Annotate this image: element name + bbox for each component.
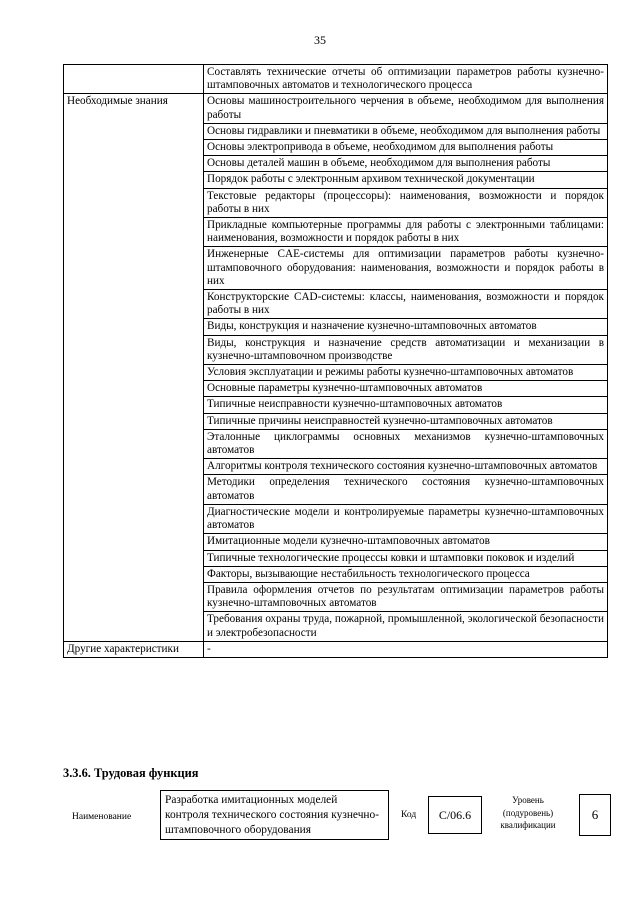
requirements-table bbox=[63, 64, 608, 658]
page-number: 35 bbox=[314, 33, 326, 47]
knowledge-item: Диагностические модели и контролируемые параметры кузнечно-штамповочных автоматов bbox=[204, 504, 608, 533]
row-label-other: Другие характеристики bbox=[64, 641, 204, 657]
knowledge-item: Условия эксплуатации и режимы работы кузнечно-штамповочных автоматов bbox=[204, 365, 608, 381]
knowledge-item: Основы гидравлики и пневматики в объеме, необходимом для выполнения работы bbox=[204, 123, 608, 139]
knowledge-item: Виды, конструкция и назначение средств автоматизации и механизации в кузнечно-штамповочном производстве bbox=[204, 335, 608, 364]
knowledge-item: Типичные технологические процессы ковки и штамповки поковок и изделий bbox=[204, 550, 608, 566]
labor-function-header bbox=[0, 790, 640, 850]
knowledge-item: Прикладные компьютерные программы для работы с электронными таблицами: наименования, возможности и порядок работы в них bbox=[204, 218, 608, 247]
knowledge-item: Типичные причины неисправностей кузнечно-штамповочных автоматов bbox=[204, 413, 608, 429]
knowledge-item: Правила оформления отчетов по результатам оптимизации параметров работы кузнечно-штамповочных автоматов bbox=[204, 582, 608, 611]
knowledge-item: Инженерные CAE-системы для оптимизации параметров работы кузнечно-штамповочного оборудования: наименования, возможности и порядок работы в них bbox=[204, 247, 608, 290]
row-label-knowledge: Необходимые знания bbox=[64, 94, 204, 641]
knowledge-item: Эталонные циклограммы основных механизмов кузнечно-штамповочных автоматов bbox=[204, 429, 608, 458]
knowledge-item: Виды, конструкция и назначение кузнечно-штамповочных автоматов bbox=[204, 319, 608, 335]
knowledge-item: Требования охраны труда, пожарной, промышленной, экологической безопасности и электробезопасности bbox=[204, 612, 608, 641]
section-title: 3.3.6. Трудовая функция bbox=[63, 766, 199, 780]
table-row bbox=[64, 641, 608, 657]
table-cell: Составлять технические отчеты об оптимизации параметров работы кузнечно-штамповочных автоматов и технологического процесса bbox=[204, 65, 608, 94]
knowledge-item: Алгоритмы контроля технического состояния кузнечно-штамповочных автоматов bbox=[204, 459, 608, 475]
knowledge-item: Текстовые редакторы (процессоры): наименования, возможности и порядок работы в них bbox=[204, 188, 608, 217]
knowledge-item: Типичные неисправности кузнечно-штамповочных автоматов bbox=[204, 397, 608, 413]
table-row bbox=[64, 65, 608, 94]
other-value: - bbox=[204, 641, 608, 657]
function-name-box: Разработка имитационных моделей контроля технического состояния кузнечно-штамповочного оборудования bbox=[160, 790, 389, 840]
knowledge-item: Методики определения технического состояния кузнечно-штамповочных автоматов bbox=[204, 475, 608, 504]
knowledge-item: Основные параметры кузнечно-штамповочных автоматов bbox=[204, 381, 608, 397]
code-label: Код bbox=[401, 810, 417, 820]
knowledge-item: Конструкторские CAD-системы: классы, наименования, возможности и порядок работы в них bbox=[204, 290, 608, 319]
knowledge-item: Основы деталей машин в объеме, необходимом для выполнения работы bbox=[204, 156, 608, 172]
qualification-level-box: 6 bbox=[579, 794, 611, 836]
table-row bbox=[64, 94, 608, 123]
code-box: C/06.6 bbox=[428, 796, 482, 834]
knowledge-item: Порядок работы с электронным архивом технической документации bbox=[204, 172, 608, 188]
qualification-level-label: Уровень (подуровень) квалификации bbox=[500, 795, 556, 830]
knowledge-item: Основы машиностроительного черчения в объеме, необходимом для выполнения работы bbox=[204, 94, 608, 123]
knowledge-item: Имитационные модели кузнечно-штамповочных автоматов bbox=[204, 534, 608, 550]
row-label-empty bbox=[64, 65, 204, 94]
knowledge-item: Факторы, вызывающие нестабильность технологического процесса bbox=[204, 566, 608, 582]
name-label: Наименование bbox=[72, 812, 132, 822]
knowledge-item: Основы электропривода в объеме, необходимом для выполнения работы bbox=[204, 140, 608, 156]
